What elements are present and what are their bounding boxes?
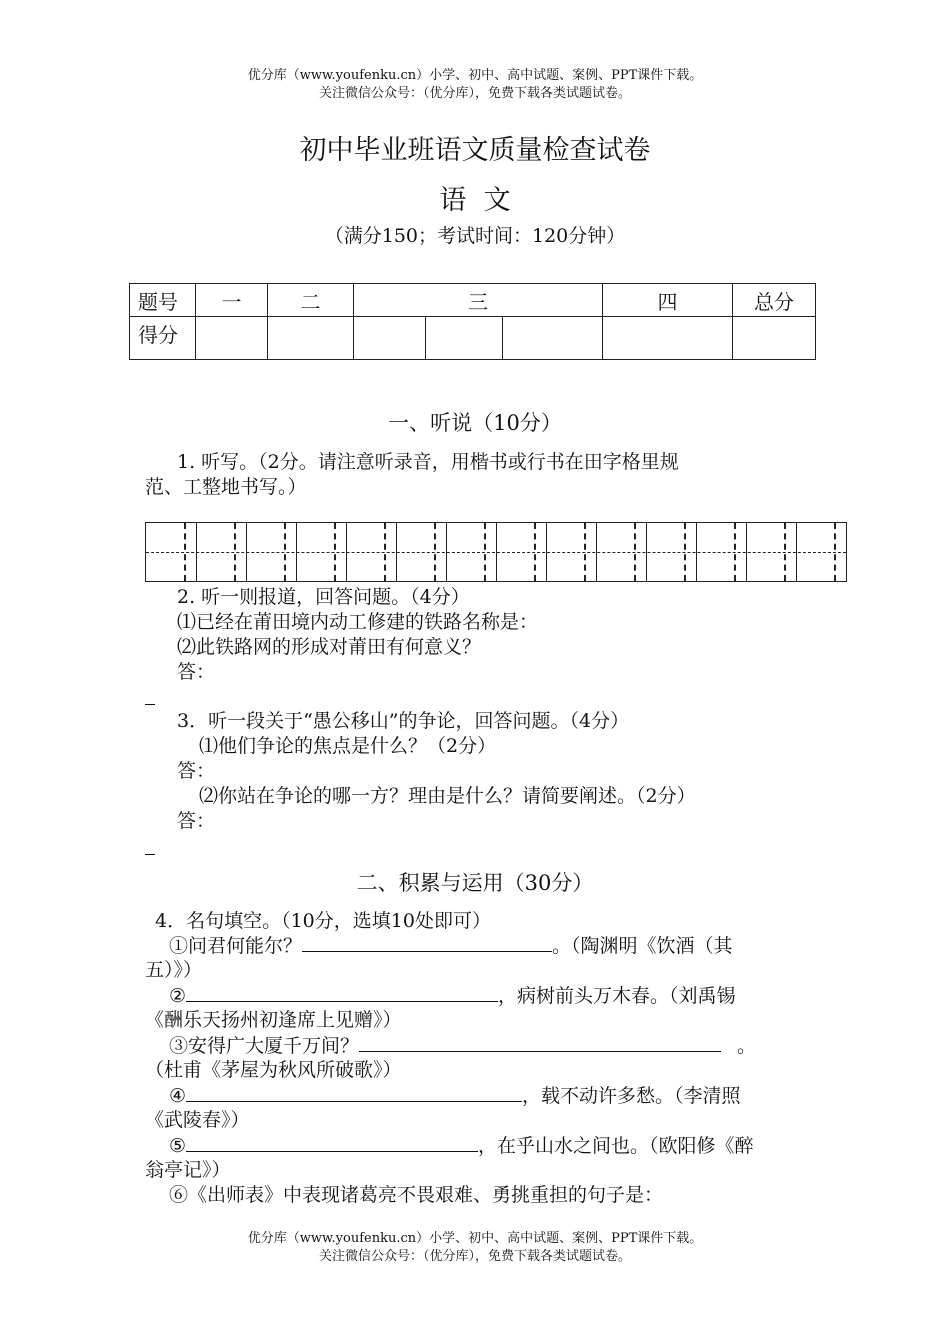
grid-cell-midline: [334, 523, 336, 581]
footer-line-2: 关注微信公众号：（优分库），免费下载各类试题试卷。: [318, 1249, 631, 1264]
item-number: ①: [169, 935, 189, 957]
grid-cell-border: [296, 523, 297, 581]
score-col-3: 三: [354, 284, 603, 317]
item-number: ②: [169, 985, 187, 1007]
score-table: [129, 283, 816, 360]
q3-answer-label-2: 答：: [177, 810, 216, 832]
grid-cell-midline: [434, 523, 436, 581]
grid-cell-border: [596, 523, 597, 581]
q2-sub-1: ⑴已经在莆田境内动工修建的铁路名称是：: [177, 611, 539, 633]
grid-cell-midline: [234, 523, 236, 581]
grid-cell-midline: [734, 523, 736, 581]
grid-cell-midline: [184, 523, 186, 581]
grid-cell-border: [496, 523, 497, 581]
item-suffix: ，载不动许多愁。（李清照: [522, 1085, 741, 1107]
grid-cell-midline: [784, 523, 786, 581]
grid-cell-midline: [534, 523, 536, 581]
exam-title: 初中毕业班语文质量检查试卷: [299, 135, 651, 166]
q2-answer-label: 答：: [177, 661, 216, 683]
score-row-label-score: 得分: [130, 317, 196, 360]
grid-cell-border: [546, 523, 547, 581]
fill-item-1: [169, 933, 733, 958]
item-suffix: 。: [737, 1035, 757, 1057]
score-cell: [426, 317, 503, 360]
exam-info: （满分150；考试时间：120分钟）: [324, 225, 626, 247]
grid-cell-border: [746, 523, 747, 581]
q3-title: 3．听一段关于“愚公移山”的争论，回答问题。（4分）: [177, 710, 630, 732]
score-col-total: 总分: [733, 284, 816, 317]
item-prefix: 问君何能尔？: [188, 935, 303, 957]
item-number: ⑤: [169, 1135, 187, 1157]
score-cell: [196, 317, 268, 360]
fill-item-4-cont: 《武陵春》）: [145, 1109, 250, 1131]
subject-title: 语 文: [439, 185, 511, 216]
item-number: ③: [169, 1035, 189, 1057]
score-cell: [268, 317, 354, 360]
score-cell: [733, 317, 816, 360]
fill-item-5: [169, 1133, 754, 1158]
item-number: ⑥: [169, 1184, 189, 1206]
writing-grid[interactable]: [145, 522, 847, 582]
fill-item-5-cont: 翁亭记》）: [145, 1159, 231, 1181]
score-col-2: 二: [268, 284, 354, 317]
grid-cell-border: [696, 523, 697, 581]
fill-item-3-cont: （杜甫《茅屋为秋风所破歌》）: [145, 1059, 402, 1081]
footer-line-1: 优分库（www.youfenku.cn）小学、初中、高中试题、案例、PPT课件下载。: [247, 1231, 703, 1246]
grid-cell-midline: [684, 523, 686, 581]
grid-cell-midline: [634, 523, 636, 581]
score-row-label-question: 题号: [130, 284, 196, 317]
header-line-1: 优分库（www.youfenku.cn）小学、初中、高中试题、案例、PPT课件下载。: [247, 68, 703, 83]
fill-item-3: [169, 1033, 756, 1058]
score-cell: [354, 317, 426, 360]
item-number: ④: [169, 1085, 187, 1107]
q3-sub-2: ⑵你站在争论的哪一方？理由是什么？请简要阐述。（2分）: [199, 785, 696, 807]
grid-cell-border: [796, 523, 797, 581]
item-suffix: 。（陶渊明《饮酒（其: [552, 935, 733, 957]
q2-sub-2: ⑵此铁路网的形成对莆田有何意义？: [177, 636, 482, 658]
fill-item-2-cont: 《酬乐天扬州初逢席上见赠》）: [145, 1009, 402, 1031]
q2-title: 2. 听一则报道，回答问题。（4分）: [177, 586, 470, 608]
fill-blank-2[interactable]: [186, 983, 498, 1002]
answer-line-mark: [145, 854, 155, 855]
fill-blank-5[interactable]: [186, 1133, 478, 1152]
grid-cell-border: [396, 523, 397, 581]
q1-line-2: 范、工整地书写。）: [145, 476, 307, 498]
item-suffix: ，在乎山水之间也。（欧阳修《醉: [478, 1135, 754, 1157]
score-col-1: 一: [196, 284, 268, 317]
item-text: 《出师表》中表现诸葛亮不畏艰难、勇挑重担的句子是：: [188, 1184, 664, 1206]
item-suffix: ，病树前头万木春。（刘禹锡: [498, 985, 736, 1007]
fill-item-6: [169, 1183, 663, 1207]
q3-answer-label-1: 答：: [177, 760, 216, 782]
fill-item-4: [169, 1083, 741, 1108]
answer-line-mark: [145, 704, 155, 705]
fill-item-1-cont: 五）》）: [145, 959, 203, 981]
fill-item-2: [169, 983, 736, 1008]
grid-cell-midline: [384, 523, 386, 581]
grid-cell-midline: [484, 523, 486, 581]
score-cell: [503, 317, 603, 360]
q1-line-1: 1. 听写。（2分。请注意听录音，用楷书或行书在田字格里规: [177, 451, 679, 473]
header-line-2: 关注微信公众号：（优分库），免费下载各类试题试卷。: [318, 86, 631, 101]
fill-blank-1[interactable]: [302, 933, 552, 952]
fill-blank-3[interactable]: [359, 1033, 721, 1052]
section-2-title: 二、积累与运用（30分）: [356, 871, 594, 895]
grid-cell-border: [346, 523, 347, 581]
grid-cell-border: [196, 523, 197, 581]
grid-cell-border: [246, 523, 247, 581]
item-prefix: 安得广大厦千万间？: [188, 1035, 360, 1057]
section-1-title: 一、听说（10分）: [388, 411, 562, 435]
score-col-4: 四: [603, 284, 733, 317]
grid-cell-border: [446, 523, 447, 581]
fill-blank-4[interactable]: [186, 1083, 522, 1102]
grid-cell-midline: [284, 523, 286, 581]
grid-cell-border: [646, 523, 647, 581]
q4-title: 4．名句填空。（10分，选填10处即可）: [155, 910, 491, 932]
score-cell: [603, 317, 733, 360]
q3-sub-1: ⑴他们争论的焦点是什么？（2分）: [199, 735, 497, 757]
grid-cell-midline: [584, 523, 586, 581]
grid-cell-midline: [834, 523, 836, 581]
